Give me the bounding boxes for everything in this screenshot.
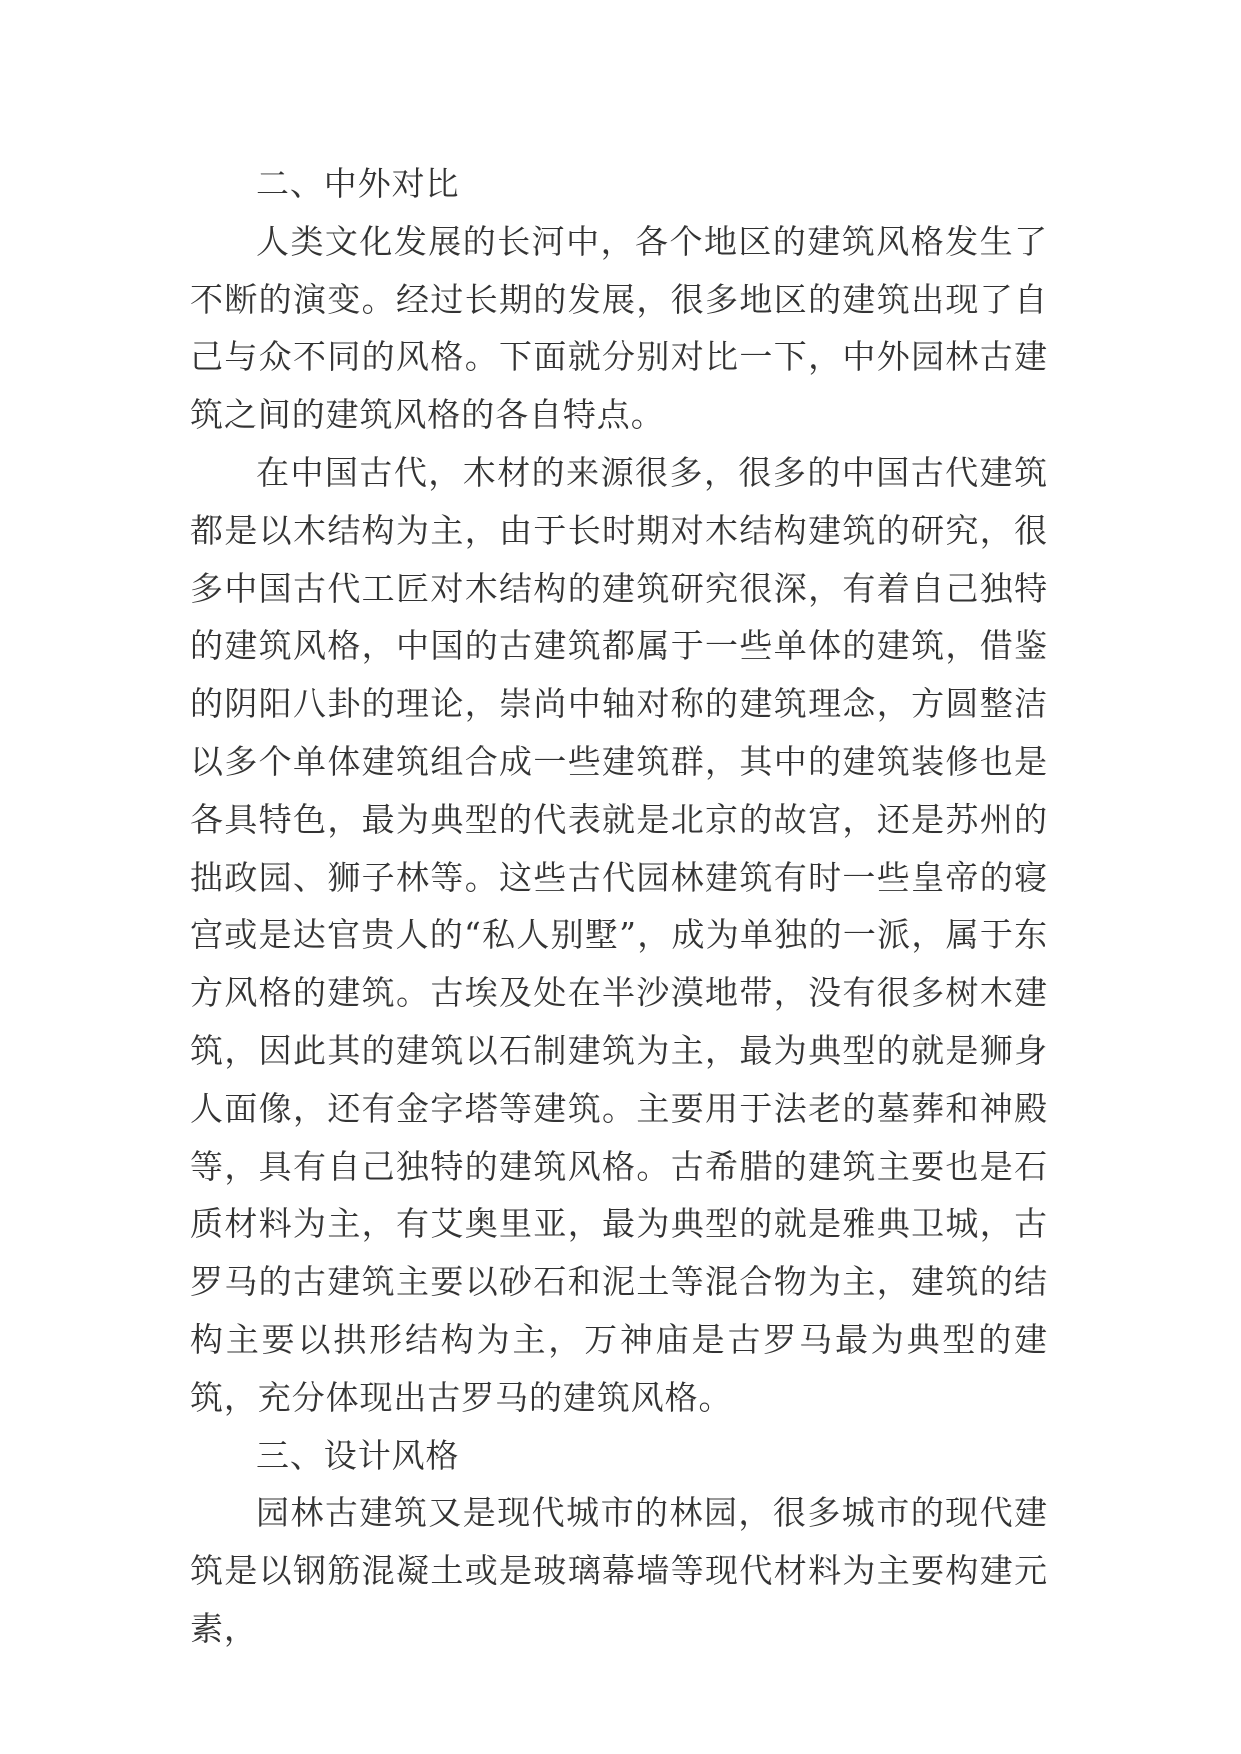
section-heading-comparison: 二、中外对比: [256, 164, 460, 203]
paragraph-design-style: 园林古建筑又是现代城市的林园，很多城市的现代建筑是以钢筋混凝土或是玻璃幕墙等现代材料为主要构建元素，: [190, 1493, 1048, 1648]
paragraph-comparison: 在中国古代，木材的来源很多，很多的中国古代建筑都是以木结构为主，由于长时期对木结构建筑的研究，很多中国古代工匠对木结构的建筑研究很深，有着自己独特的建筑风格，中国的古建筑都属于一些单体的建筑，借鉴的阴阳八卦的理论，崇尚中轴对称的建筑理念，方圆整洁以多个单体建筑组合成一些建筑群，其中的建筑装修也是各具特色，最为典型的代表就是北京的故宫，还是苏州的拙政园、狮子林等。这些古代园林建筑有时一些皇帝的寝宫或是达官贵人的“私人别墅”，成为单独的一派，属于东方风格的建筑。古埃及处在半沙漠地带，没有很多树木建筑，因此其的建筑以石制建筑为主，最为典型的就是狮身人面像，还有金字塔等建筑。主要用于法老的墓葬和神殿等，具有自己独特的建筑风格。古希腊的建筑主要也是石质材料为主，有艾奥里亚，最为典型的就是雅典卫城，古罗马的古建筑主要以砂石和泥土等混合物为主，建筑的结构主要以拱形结构为主，万神庙是古罗马最为典型的建筑，充分体现出古罗马的建筑风格。: [190, 452, 1048, 1417]
section-heading-design-style: 三、设计风格: [256, 1435, 460, 1475]
paragraph-intro: 人类文化发展的长河中，各个地区的建筑风格发生了不断的演变。经过长期的发展，很多地区的建筑出现了自己与众不同的风格。下面就分别对比一下，中外园林古建筑之间的建筑风格的各自特点。: [190, 221, 1048, 435]
document-body: [190, 155, 1048, 1658]
